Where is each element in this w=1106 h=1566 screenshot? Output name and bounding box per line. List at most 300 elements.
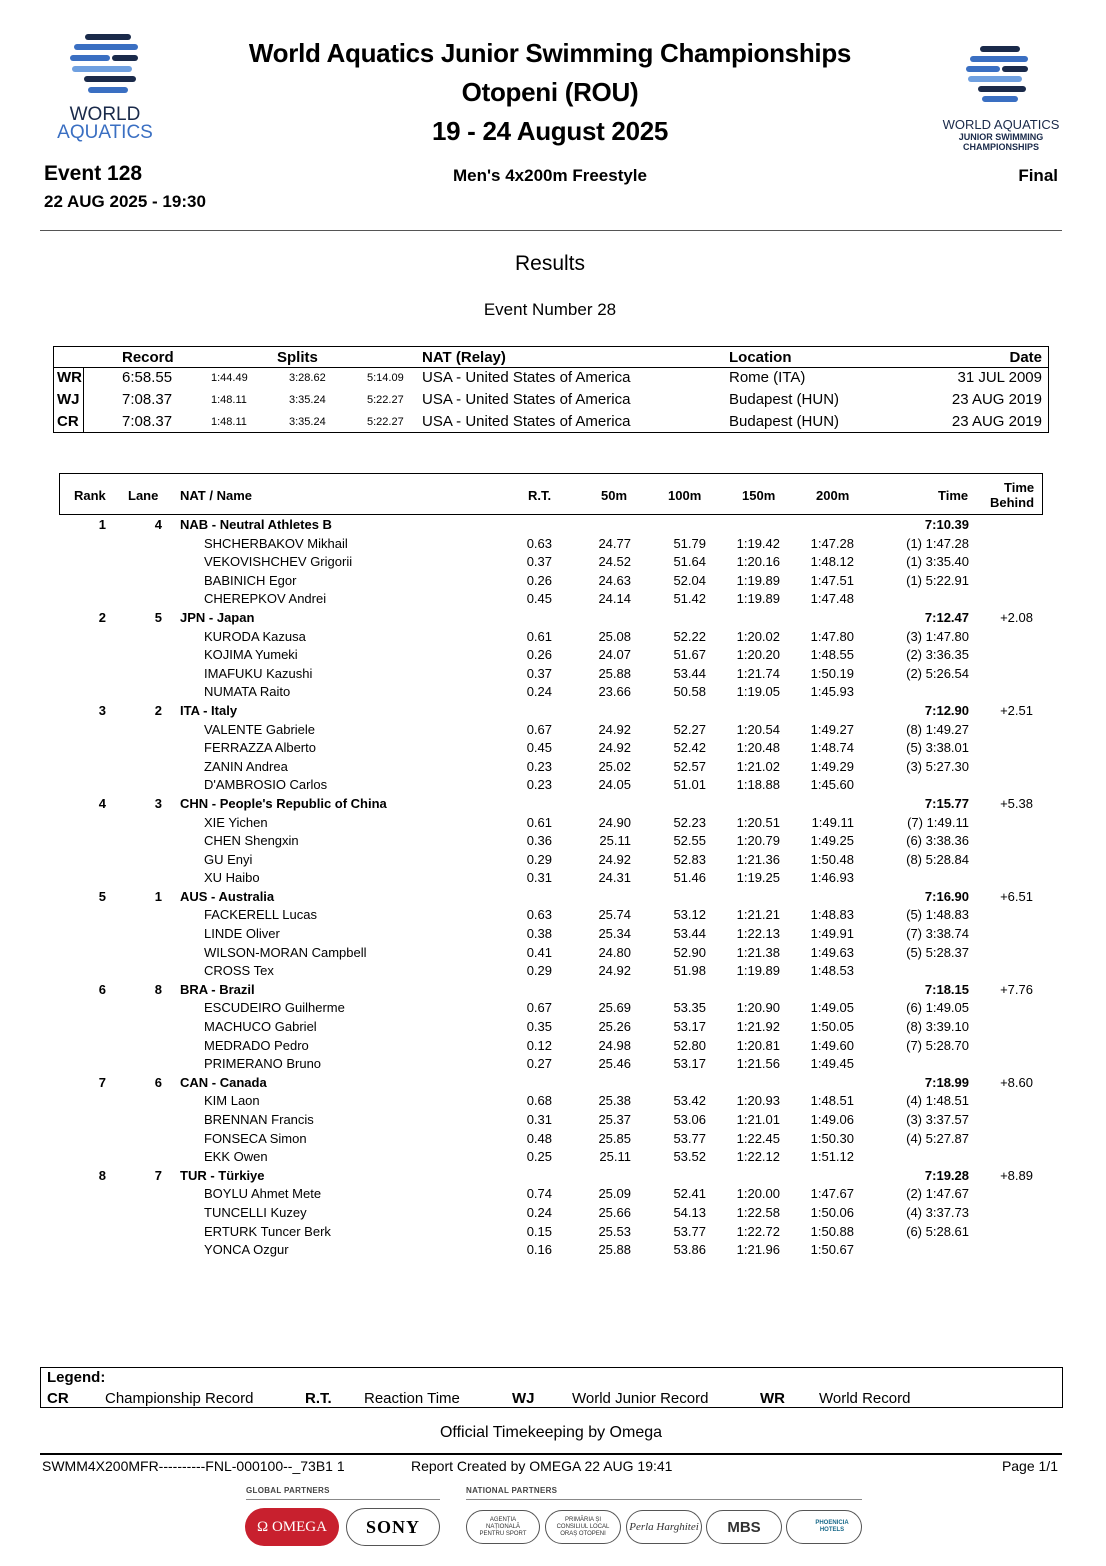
swimmer-reaction-time: 0.45 <box>526 740 552 756</box>
swimmer-reaction-time: 0.41 <box>526 944 552 960</box>
record-split: 5:22.27 <box>367 394 404 407</box>
swimmer-reaction-time: 0.74 <box>526 1186 552 1202</box>
swimmer-split-200m: 1:48.12 <box>810 554 854 570</box>
swimmer-split-150m: 1:20.00 <box>736 1186 780 1202</box>
venue-title: Otopeni (ROU) <box>461 77 639 107</box>
team-block <box>0 515 1106 608</box>
logo-left-text-1: WORLD <box>69 104 141 125</box>
swimmer-split-100m: 52.22 <box>673 628 706 644</box>
swimmer-reaction-time: 0.37 <box>526 554 552 570</box>
swimmer-reaction-time: 0.25 <box>526 1149 552 1165</box>
team-block <box>0 887 1106 980</box>
team-rank: 8 <box>98 1167 106 1183</box>
swimmer-split-100m: 52.55 <box>673 833 706 849</box>
swimmer-name: CHEN Shengxin <box>204 833 299 849</box>
team-time-behind: +2.51 <box>1000 702 1033 718</box>
swimmer-split-150m: 1:22.12 <box>736 1149 780 1165</box>
swimmer-split-100m: 53.17 <box>673 1056 706 1072</box>
swimmer-reaction-time: 0.23 <box>526 758 552 774</box>
swimmer-row <box>0 1184 1106 1203</box>
swimmer-split-200m: 1:49.60 <box>810 1037 854 1053</box>
swimmer-row <box>0 1129 1106 1148</box>
swimmer-split-100m: 51.67 <box>673 647 706 663</box>
swimmer-split-100m: 52.83 <box>673 851 706 867</box>
header-divider <box>40 230 1062 231</box>
swimmer-split-150m: 1:20.90 <box>736 1000 780 1016</box>
col-behind-2: Behind <box>990 495 1035 510</box>
team-name: TUR - Türkiye <box>180 1167 265 1183</box>
record-row <box>54 411 1048 433</box>
swimmer-cumulative: (2) 3:36.35 <box>906 647 969 663</box>
swimmer-reaction-time: 0.24 <box>526 684 552 700</box>
records-header-record: Record <box>122 349 174 366</box>
swimmer-split-100m: 53.17 <box>673 1019 706 1035</box>
swimmer-row <box>0 571 1106 590</box>
records-header-splits: Splits <box>277 349 318 366</box>
record-location: Rome (ITA) <box>729 369 806 386</box>
swimmer-cumulative: (7) 5:28.70 <box>906 1037 969 1053</box>
swimmer-cumulative: (4) 3:37.73 <box>906 1204 969 1220</box>
team-row <box>0 608 1106 627</box>
swimmer-row <box>0 1110 1106 1129</box>
swimmer-split-100m: 50.58 <box>673 684 706 700</box>
swimmer-split-100m: 53.06 <box>673 1112 706 1127</box>
swimmer-split-100m: 52.04 <box>673 572 706 588</box>
team-time-behind: +7.76 <box>1000 981 1033 997</box>
swimmer-split-100m: 52.41 <box>673 1186 706 1202</box>
swimmer-split-150m: 1:22.72 <box>736 1223 780 1239</box>
swimmer-split-100m: 53.86 <box>673 1242 706 1258</box>
swimmer-split-50m: 25.66 <box>598 1204 631 1220</box>
world-aquatics-logo-left <box>57 30 170 145</box>
records-table <box>53 346 1049 433</box>
swimmer-name: IMAFUKU Kazushi <box>204 665 313 681</box>
swimmer-name: KIM Laon <box>204 1093 260 1109</box>
swimmer-split-50m: 25.11 <box>599 833 631 849</box>
swimmer-row <box>0 831 1106 850</box>
swimmer-split-200m: 1:47.28 <box>810 535 854 551</box>
swimmer-split-100m: 52.23 <box>673 814 706 830</box>
swimmer-split-150m: 1:21.56 <box>736 1056 780 1072</box>
record-time: 7:08.37 <box>122 391 173 409</box>
swimmer-name: SHCHERBAKOV Mikhail <box>204 535 348 551</box>
team-block <box>0 794 1106 887</box>
record-nat: USA - United States of America <box>422 391 631 409</box>
swimmer-split-200m: 1:49.63 <box>810 944 854 960</box>
swimmer-split-200m: 1:49.05 <box>810 1000 854 1016</box>
swimmer-split-200m: 1:50.88 <box>810 1223 854 1239</box>
swimmer-split-50m: 25.09 <box>598 1186 631 1202</box>
swimmer-cumulative: (6) 1:49.05 <box>906 1000 969 1016</box>
swimmer-row <box>0 1222 1106 1241</box>
swimmer-split-50m: 25.38 <box>598 1093 631 1109</box>
swimmer-row <box>0 1147 1106 1166</box>
team-time-behind: +2.08 <box>1000 609 1033 625</box>
swimmer-split-200m: 1:47.48 <box>810 591 854 607</box>
swimmer-row <box>0 1203 1106 1222</box>
team-row <box>0 701 1106 720</box>
team-rank: 2 <box>98 609 106 625</box>
national-partner-mbs <box>706 1510 782 1544</box>
swimmer-split-50m: 24.14 <box>598 591 631 607</box>
record-split: 3:35.24 <box>289 394 326 407</box>
swimmer-row <box>0 720 1106 739</box>
national-partners-label: NATIONAL PARTNERS <box>466 1486 558 1495</box>
event-name: Men's 4x200m Freestyle <box>453 166 647 185</box>
swimmer-split-200m: 1:45.60 <box>810 777 854 793</box>
swimmer-name: ERTURK Tuncer Berk <box>204 1223 331 1239</box>
swimmer-split-100m: 54.13 <box>673 1204 706 1220</box>
swimmer-split-200m: 1:49.11 <box>811 814 854 830</box>
swimmer-split-150m: 1:20.48 <box>736 740 780 756</box>
swimmer-split-100m: 53.52 <box>673 1149 706 1165</box>
swimmer-split-150m: 1:21.74 <box>736 665 780 681</box>
team-lane: 1 <box>154 888 162 904</box>
swimmer-split-150m: 1:19.89 <box>736 963 780 979</box>
team-rank: 3 <box>98 702 106 718</box>
swimmer-reaction-time: 0.31 <box>526 870 552 886</box>
swimmer-split-100m: 51.01 <box>673 777 706 793</box>
record-split: 3:28.62 <box>289 372 326 384</box>
team-name: CAN - Canada <box>180 1074 267 1090</box>
record-split: 1:48.11 <box>211 416 247 429</box>
team-time: 7:19.28 <box>924 1167 969 1183</box>
record-location: Budapest (HUN) <box>729 391 840 409</box>
event-label: Event 128 <box>44 162 143 185</box>
swimmer-split-50m: 24.05 <box>598 777 631 793</box>
national-partner-phoenicia <box>786 1510 862 1544</box>
swimmer-split-150m: 1:22.58 <box>736 1204 780 1220</box>
swimmer-split-200m: 1:50.67 <box>810 1242 854 1258</box>
swimmer-name: EKK Owen <box>204 1149 268 1165</box>
swimmer-split-50m: 24.90 <box>598 814 631 830</box>
team-block <box>0 980 1106 1073</box>
swimmer-split-50m: 25.88 <box>598 1242 631 1258</box>
team-lane: 6 <box>154 1074 162 1090</box>
swimmer-split-150m: 1:20.81 <box>736 1037 780 1053</box>
swimmer-split-50m: 25.88 <box>598 665 631 681</box>
legend-desc: World Record <box>819 1390 911 1407</box>
team-block <box>0 701 1106 794</box>
team-lane: 7 <box>154 1167 162 1183</box>
swimmer-cumulative: (6) 5:28.61 <box>906 1223 969 1239</box>
swimmer-cumulative: (8) 5:28.84 <box>906 851 969 867</box>
swimmer-cumulative: (2) 1:47.67 <box>906 1186 969 1202</box>
swimmer-name: D'AMBROSIO Carlos <box>204 777 328 793</box>
np3-text: Perla Harghitei <box>629 1520 699 1533</box>
swimmer-split-50m: 25.53 <box>598 1223 631 1239</box>
swimmer-name: CROSS Tex <box>204 963 274 979</box>
record-location: Budapest (HUN) <box>729 413 840 431</box>
swimmer-cumulative: (5) 3:38.01 <box>906 740 969 756</box>
swimmer-split-100m: 51.64 <box>673 554 706 570</box>
team-rank: 4 <box>98 795 106 811</box>
event-number: Event Number 28 <box>483 300 617 319</box>
swimmer-reaction-time: 0.45 <box>526 591 552 607</box>
swimmer-name: ESCUDEIRO Guilherme <box>204 1000 345 1016</box>
swimmer-split-100m: 53.77 <box>673 1223 706 1239</box>
swimmer-split-50m: 24.92 <box>598 963 631 979</box>
global-partners-rule <box>246 1499 440 1500</box>
swimmer-reaction-time: 0.24 <box>526 1204 552 1220</box>
team-time: 7:18.99 <box>924 1074 969 1090</box>
swimmer-split-150m: 1:20.54 <box>736 721 780 737</box>
record-date: 31 JUL 2009 <box>957 369 1042 386</box>
record-split: 5:22.27 <box>367 416 404 429</box>
swimmer-split-150m: 1:21.38 <box>736 944 780 960</box>
team-name: ITA - Italy <box>180 702 238 718</box>
swimmer-reaction-time: 0.36 <box>526 833 552 849</box>
swimmer-reaction-time: 0.26 <box>526 572 552 588</box>
np4-text: MBS <box>727 1518 761 1536</box>
swimmer-split-100m: 53.77 <box>673 1130 706 1146</box>
col-time: Time <box>938 488 969 503</box>
swimmer-row <box>0 664 1106 683</box>
team-name: AUS - Australia <box>180 888 275 904</box>
team-time: 7:12.90 <box>924 702 969 718</box>
swimmer-row <box>0 850 1106 869</box>
legend-desc: World Junior Record <box>572 1390 709 1407</box>
national-partner-perla <box>626 1510 702 1544</box>
team-time: 7:16.90 <box>924 888 969 904</box>
swimmer-reaction-time: 0.48 <box>526 1130 552 1146</box>
swimmer-split-150m: 1:21.02 <box>736 758 780 774</box>
omega-text: Ω OMEGA <box>257 1518 327 1535</box>
swimmer-split-200m: 1:45.93 <box>810 684 854 700</box>
swimmer-split-150m: 1:19.89 <box>736 572 780 588</box>
swimmer-split-150m: 1:21.96 <box>736 1242 780 1258</box>
swimmer-cumulative: (8) 1:49.27 <box>906 721 969 737</box>
swimmer-cumulative: (6) 3:38.36 <box>906 833 969 849</box>
swimmer-reaction-time: 0.61 <box>526 628 552 644</box>
swimmer-reaction-time: 0.15 <box>526 1223 552 1239</box>
logo-right-text-1: WORLD AQUATICS <box>942 117 1060 132</box>
footer-report: Report Created by OMEGA 22 AUG 19:41 <box>411 1458 673 1474</box>
swimmer-split-150m: 1:20.02 <box>736 628 780 644</box>
sony-text: SONY <box>365 1516 420 1537</box>
record-type: CR <box>57 413 79 431</box>
swimmer-cumulative: (2) 5:26.54 <box>906 665 969 681</box>
legend-title: Legend: <box>47 1369 106 1386</box>
swimmer-split-150m: 1:22.45 <box>736 1130 780 1146</box>
world-aquatics-logo-right <box>928 40 1074 155</box>
col-nat-name: NAT / Name <box>180 488 252 503</box>
swimmer-reaction-time: 0.29 <box>526 851 552 867</box>
swimmer-reaction-time: 0.29 <box>526 963 552 979</box>
event-phase: Final <box>1018 166 1058 185</box>
swimmer-split-50m: 25.34 <box>598 926 631 942</box>
swimmer-split-200m: 1:48.55 <box>810 647 854 663</box>
logo-right-text-3: CHAMPIONSHIPS <box>962 142 1039 152</box>
team-time: 7:10.39 <box>924 517 969 532</box>
swimmer-name: PRIMERANO Bruno <box>204 1056 322 1072</box>
np1-text: AGENȚIA NAȚIONALĂ PENTRU SPORT <box>479 1516 527 1537</box>
logo-right-text-2: JUNIOR SWIMMING <box>958 132 1044 142</box>
record-type: WJ <box>57 391 80 409</box>
swimmer-name: ZANIN Andrea <box>204 758 288 774</box>
swimmer-split-200m: 1:51.12 <box>810 1149 854 1165</box>
swimmer-split-150m: 1:19.89 <box>736 591 780 607</box>
swimmer-row <box>0 589 1106 608</box>
swimmer-split-100m: 52.42 <box>673 740 706 756</box>
swimmer-name: FERRAZZA Alberto <box>204 740 316 756</box>
team-time-behind: +5.38 <box>1000 795 1033 811</box>
swimmer-name: KURODA Kazusa <box>204 628 306 644</box>
swimmer-split-50m: 24.52 <box>598 554 631 570</box>
swimmer-reaction-time: 0.68 <box>526 1093 552 1109</box>
swimmer-split-50m: 24.63 <box>598 572 631 588</box>
team-block <box>0 608 1106 701</box>
swimmer-split-150m: 1:19.42 <box>736 535 780 551</box>
swimmer-cumulative: (1) 1:47.28 <box>906 535 969 551</box>
record-split: 1:48.11 <box>211 394 247 407</box>
swimmer-split-200m: 1:49.91 <box>810 926 854 942</box>
records-header-location: Location <box>729 349 792 366</box>
swimmer-split-150m: 1:18.88 <box>736 777 780 793</box>
swimmer-row <box>0 775 1106 794</box>
swimmer-reaction-time: 0.67 <box>526 721 552 737</box>
swimmer-split-200m: 1:48.74 <box>810 740 854 756</box>
swimmer-cumulative: (5) 1:48.83 <box>906 907 969 923</box>
swimmer-split-100m: 53.44 <box>673 665 706 681</box>
record-nat: USA - United States of America <box>422 369 631 386</box>
team-time-behind: +6.51 <box>1000 888 1033 904</box>
swimmer-split-50m: 25.02 <box>598 758 631 774</box>
swimmer-split-200m: 1:50.19 <box>810 665 854 681</box>
col-rank: Rank <box>74 488 106 503</box>
swimmer-row <box>0 1017 1106 1036</box>
team-lane: 8 <box>154 981 162 997</box>
swimmer-name: FACKERELL Lucas <box>204 907 317 923</box>
national-partner-otopeni <box>545 1510 621 1544</box>
swimmer-split-200m: 1:49.45 <box>810 1056 854 1072</box>
col-behind-1: Time <box>1004 480 1035 495</box>
col-rt: R.T. <box>528 488 552 503</box>
swimmer-name: MACHUCO Gabriel <box>204 1019 317 1035</box>
team-row <box>0 887 1106 906</box>
team-time: 7:12.47 <box>924 609 969 625</box>
swimmer-split-50m: 24.92 <box>598 721 631 737</box>
col-100m: 100m <box>668 488 702 503</box>
swimmer-split-200m: 1:49.25 <box>810 833 854 849</box>
swimmer-name: XU Haibo <box>204 870 260 886</box>
record-row <box>54 389 1048 411</box>
swimmer-split-50m: 25.37 <box>598 1112 631 1127</box>
record-date: 23 AUG 2019 <box>951 391 1042 409</box>
swimmer-split-50m: 25.46 <box>598 1056 631 1072</box>
team-block <box>0 1166 1106 1259</box>
swimmer-split-150m: 1:21.21 <box>736 907 780 923</box>
swimmer-row <box>0 943 1106 962</box>
team-row <box>0 794 1106 813</box>
global-partners-label: GLOBAL PARTNERS <box>246 1486 330 1495</box>
legend-desc: Reaction Time <box>364 1390 460 1407</box>
swimmer-split-200m: 1:48.51 <box>810 1093 854 1109</box>
swimmer-cumulative: (3) 3:37.57 <box>906 1112 969 1127</box>
record-time: 7:08.37 <box>122 413 173 431</box>
swimmer-split-100m: 53.12 <box>673 907 706 923</box>
col-50m: 50m <box>601 488 628 503</box>
swimmer-split-50m: 25.08 <box>598 628 631 644</box>
swimmer-split-100m: 51.98 <box>673 963 706 979</box>
swimmer-split-150m: 1:20.79 <box>736 833 780 849</box>
swimmer-cumulative: (4) 5:27.87 <box>906 1130 969 1146</box>
swimmer-reaction-time: 0.12 <box>526 1037 552 1053</box>
swimmer-split-100m: 53.44 <box>673 926 706 942</box>
record-type: WR <box>57 369 82 386</box>
swimmer-split-100m: 53.42 <box>673 1093 706 1109</box>
swimmer-name: VALENTE Gabriele <box>204 721 316 737</box>
national-partners-rule <box>466 1499 862 1500</box>
swimmer-name: LINDE Oliver <box>204 926 280 942</box>
swimmer-reaction-time: 0.63 <box>526 907 552 923</box>
swimmer-split-150m: 1:22.13 <box>736 926 780 942</box>
swimmer-split-100m: 52.27 <box>673 721 706 737</box>
swimmer-split-150m: 1:21.01 <box>736 1112 780 1127</box>
swimmer-split-200m: 1:50.30 <box>810 1130 854 1146</box>
record-row <box>54 367 1048 389</box>
team-row <box>0 1166 1106 1185</box>
swimmer-row <box>0 961 1106 980</box>
record-split: 3:35.24 <box>289 416 326 429</box>
swimmer-split-150m: 1:20.93 <box>736 1093 780 1109</box>
swimmer-split-50m: 25.26 <box>598 1019 631 1035</box>
team-row <box>0 515 1106 534</box>
swimmer-row <box>0 813 1106 832</box>
legend-code: WJ <box>512 1390 535 1407</box>
team-rank: 6 <box>98 981 106 997</box>
swimmer-row <box>0 1036 1106 1055</box>
swimmer-split-100m: 51.42 <box>673 591 706 607</box>
swimmer-split-200m: 1:46.93 <box>810 870 854 886</box>
swimmer-split-200m: 1:48.53 <box>810 963 854 979</box>
swimmer-name: BRENNAN Francis <box>204 1112 314 1127</box>
swimmer-cumulative: (3) 5:27.30 <box>906 758 969 774</box>
swimmer-name: VEKOVISHCHEV Grigorii <box>204 554 353 570</box>
swimmer-split-50m: 24.92 <box>598 851 631 867</box>
swimmer-name: WILSON-MORAN Campbell <box>204 944 367 960</box>
record-date: 23 AUG 2019 <box>951 413 1042 431</box>
championship-title: World Aquatics Junior Swimming Championships <box>248 38 852 68</box>
team-rank: 1 <box>98 517 106 532</box>
legend-code: WR <box>760 1390 785 1407</box>
swimmer-split-200m: 1:47.67 <box>810 1186 854 1202</box>
timekeeping: Official Timekeeping by Omega <box>439 1424 663 1441</box>
team-lane: 5 <box>154 609 162 625</box>
swimmer-reaction-time: 0.67 <box>526 1000 552 1016</box>
event-datetime: 22 AUG 2025 - 19:30 <box>44 192 206 211</box>
team-name: CHN - People's Republic of China <box>180 795 387 811</box>
dates-title: 19 - 24 August 2025 <box>431 116 669 146</box>
swimmer-split-200m: 1:47.80 <box>810 628 854 644</box>
swimmer-row <box>0 738 1106 757</box>
swimmer-split-50m: 24.92 <box>598 740 631 756</box>
swimmer-split-50m: 25.11 <box>599 1149 631 1165</box>
swimmer-name: CHEREPKOV Andrei <box>204 591 327 607</box>
swimmer-split-50m: 25.74 <box>598 907 631 923</box>
record-split: 5:14.09 <box>367 372 404 384</box>
team-name: BRA - Brazil <box>180 981 255 997</box>
results-list <box>0 515 1106 1259</box>
swimmer-cumulative: (1) 5:22.91 <box>906 572 969 588</box>
swimmer-split-50m: 24.80 <box>598 944 631 960</box>
section-title: Results <box>514 252 586 275</box>
team-time: 7:18.15 <box>924 981 969 997</box>
swimmer-split-200m: 1:50.06 <box>810 1204 854 1220</box>
swimmer-name: TUNCELLI Kuzey <box>204 1204 307 1220</box>
swimmer-reaction-time: 0.23 <box>526 777 552 793</box>
swimmer-reaction-time: 0.26 <box>526 647 552 663</box>
